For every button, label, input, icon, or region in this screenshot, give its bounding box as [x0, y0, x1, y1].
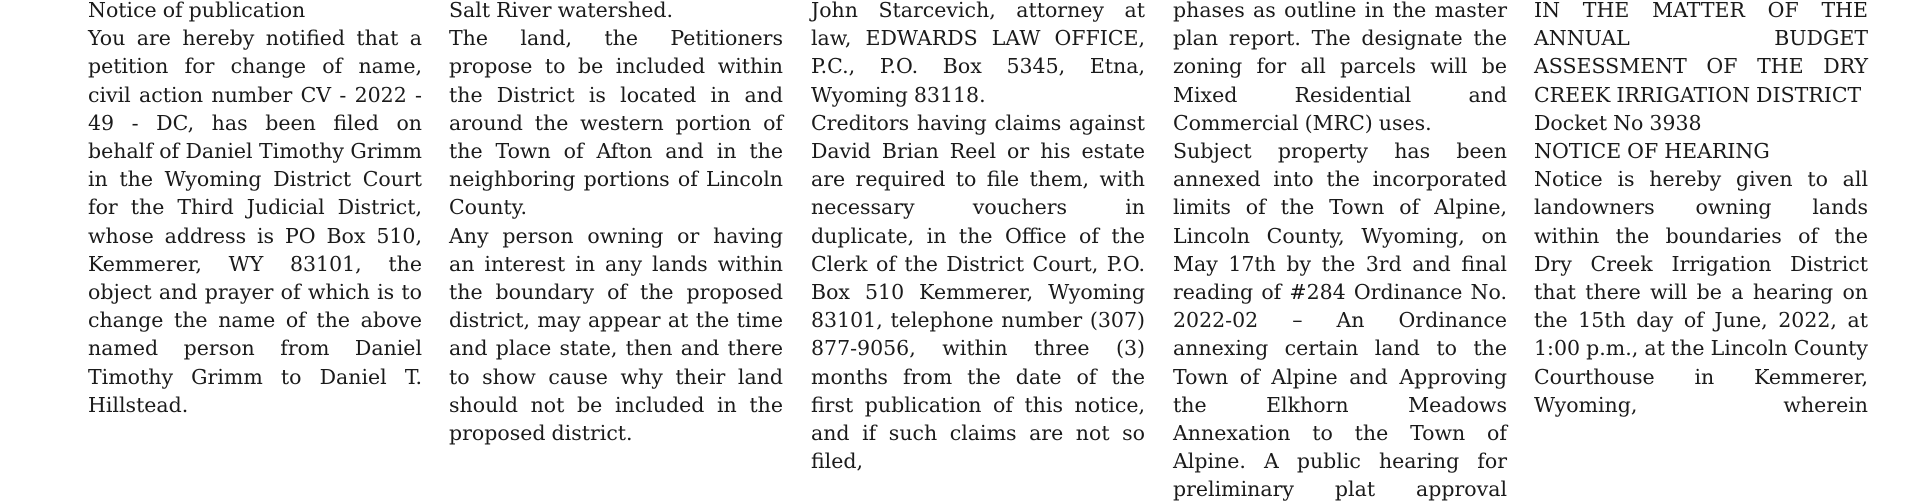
notice-paragraph: The land, the Petitioners propose to be included within the District is located in and around the western portion of the Town of Afton and in the neighboring portions of Lincoln County.: [449, 26, 783, 220]
column-5: [1534, 0, 1868, 419]
docket-number: Docket No 3938: [1534, 110, 1702, 135]
notice-paragraph: You are hereby notified that a petition for change of name, civil action number CV - 2022 - 49 - DC, has been filed on behalf of Daniel Timothy Grimm in the Wyoming District Court for the Third Judicial District, whose address is PO Box 510, Kemmerer, WY 83101, the object and prayer of which is to change the name of the above named person from Daniel Timothy Grimm to Daniel T. Hillstead.: [88, 26, 422, 417]
notice-heading: Notice of publication: [88, 0, 306, 22]
notice-paragraph: John Starcevich, attorney at law, EDWARDS LAW OFFICE, P.C., P.O. Box 5345, Etna, Wyoming 83118.: [811, 0, 1145, 107]
column-2: [449, 0, 783, 447]
notice-paragraph: phases as outline in the master plan report. The designate the zoning for all parcels will be Mixed Residential and Commercial (MRC) uses.: [1173, 0, 1507, 135]
notice-paragraph: Any person owning or having an interest in any lands within the boundary of the proposed district, may appear at the time and place state, then and there to show cause why their land should not be included in the proposed district.: [449, 223, 783, 446]
notice-paragraph: Notice is hereby given to all landowners owning lands within the boundaries of the Dry Creek Irrigation District that there will be a hearing on the 15th day of June, 2022, at 1:00 p.m., at the Lincoln County Courthouse in Kemmerer, Wyoming, wherein: [1534, 167, 1868, 417]
column-3: [811, 0, 1145, 475]
column-1: [88, 0, 422, 419]
notice-paragraph: Subject property has been annexed into the incorporated limits of the Town of Alpine, Lincoln County, Wyoming, on May 17th by the 3rd and final reading of #284 Ordinance No. 2022-02 – An Ordinance annexing certain land to the Town of Alpine and Approving the Elkhorn Meadows Annexation to the Town of Alpine. A public hearing for preliminary plat approval: [1173, 139, 1507, 502]
notice-caption: IN THE MATTER OF THE ANNUAL BUDGET ASSESSMENT OF THE DRY CREEK IRRIGATION DISTRICT: [1534, 0, 1868, 107]
notice-paragraph: Creditors having claims against David Brian Reel or his estate are required to file them, with necessary vouchers in duplicate, in the Office of the Clerk of the District Court, P.O. Box 510 Kemmerer, Wyoming 83101, telephone number (307) 877-9056, within three (3) months from the date of the first publication of this notice, and if such claims are not so filed,: [811, 110, 1145, 474]
notice-paragraph: Salt River watershed.: [449, 0, 674, 22]
column-4: [1173, 0, 1507, 504]
notice-heading: NOTICE OF HEARING: [1534, 139, 1770, 164]
